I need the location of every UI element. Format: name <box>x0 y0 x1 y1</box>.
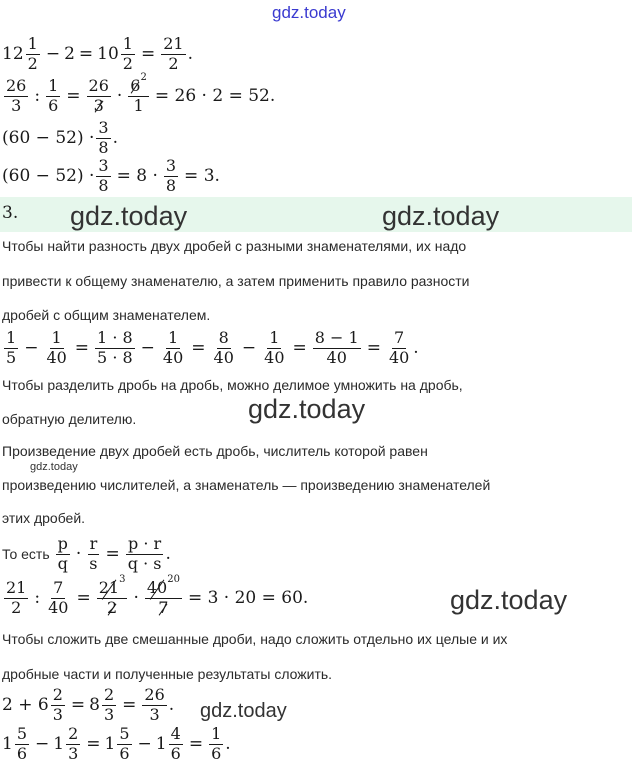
eq5-f2-num: 1 <box>51 328 62 347</box>
eq9-f5-num: 1 <box>211 724 222 743</box>
eq9-whole1: 1 <box>2 733 13 754</box>
eq9-whole4: 1 <box>155 733 167 754</box>
eq7-f2-den: 40 <box>48 597 69 617</box>
eq1-end: . <box>187 43 193 64</box>
eq5-f8-den: 40 <box>388 347 410 367</box>
eq2-frac2-den: 6 <box>48 95 59 115</box>
equation-6 <box>2 536 171 573</box>
para3-line1: Произведение двух дробей есть дробь, числитель которой равен <box>2 443 428 459</box>
eq4-frac2-num: 3 <box>165 156 177 175</box>
eq8-f3-num: 26 <box>144 685 165 704</box>
eq5-frac7 <box>313 330 361 367</box>
eq6-f1-den: q <box>57 553 68 573</box>
eq8-end: . <box>168 694 175 715</box>
eq5-f5-den: 40 <box>213 347 234 367</box>
eq7-f4-den <box>156 599 170 617</box>
eq9-whole3: 1 <box>104 733 116 754</box>
equation-1 <box>2 36 193 73</box>
eq5-eq-2: = <box>191 337 206 358</box>
watermark-right-lower: gdz.today <box>450 585 568 615</box>
eq1-frac3 <box>161 36 185 73</box>
equation-9 <box>2 726 231 763</box>
watermark-mid: gdz.today <box>248 394 366 424</box>
eq9-frac1 <box>15 726 29 763</box>
eq8-lhs: 2 + 6 <box>2 694 49 715</box>
eq5-minus-2: − <box>140 337 155 358</box>
eq6-f1-num: p <box>57 534 68 553</box>
eq7-frac1 <box>4 580 28 617</box>
eq4-frac1-num: 3 <box>98 156 109 175</box>
eq6-f3-den: q · s <box>127 553 162 573</box>
eq5-f3-num: 1 · 8 <box>97 328 133 347</box>
eq1-frac2 <box>121 36 135 73</box>
eq7-equals: = <box>76 587 91 608</box>
eq8-f2-num: 2 <box>103 685 115 704</box>
eq1-whole1: 12 <box>2 43 24 64</box>
eq7-f2-num: 7 <box>53 578 64 598</box>
eq2-frac4-den: 1 <box>133 96 144 116</box>
eq1-minus: − <box>45 43 61 64</box>
eq2-frac3-den-cancelled: 3 <box>93 95 104 115</box>
para3-line2: произведению числителей, а знаменатель — произведению знаменателей <box>2 477 491 493</box>
eq8-equals-2: = <box>122 694 137 715</box>
eq5-f1-den: 5 <box>6 347 17 367</box>
eq7-f1-num: 21 <box>6 578 27 598</box>
eq3-frac-num: 3 <box>98 118 109 137</box>
eq5-eq-3: = <box>292 337 307 358</box>
eq5-minus-3: − <box>241 337 257 358</box>
eq8-whole2: 8 <box>89 694 100 715</box>
eq8-frac1 <box>51 687 65 724</box>
para1-line1: Чтобы найти разность двух дробей с разными знаменателями, их надо <box>2 238 467 254</box>
eq5-f4-den: 40 <box>162 347 184 367</box>
eq7-f4-num <box>145 574 182 599</box>
watermark-band-right: gdz.today <box>382 201 500 231</box>
eq1-frac1-den: 2 <box>27 53 38 73</box>
equation-8 <box>2 687 174 724</box>
eq5-frac6 <box>262 330 286 367</box>
eq1-equals-2: = <box>140 43 156 64</box>
eq4-frac2-den: 8 <box>165 175 177 195</box>
eq6-frac1 <box>56 536 70 573</box>
eq7-dot: · <box>133 587 139 608</box>
eq5-f5-num: 8 <box>218 328 229 347</box>
eq5-eq-4: = <box>366 337 381 358</box>
eq6-f2-den: s <box>89 553 98 573</box>
eq2-frac3 <box>87 78 111 115</box>
watermark-bottom: gdz.today <box>200 700 287 722</box>
eq2-frac1-den: 3 <box>11 95 22 115</box>
eq9-minus-2: − <box>137 733 152 754</box>
eq8-f2-den: 3 <box>103 704 115 724</box>
eq5-f1-num: 1 <box>6 328 17 347</box>
para2-line1: Чтобы разделить дробь на дробь, можно делимое умножить на дробь, <box>2 377 463 393</box>
eq1-two: 2 <box>64 43 75 64</box>
eq5-f2-den: 40 <box>46 347 67 367</box>
eq5-end: . <box>413 337 419 358</box>
eq5-frac5 <box>212 330 236 367</box>
watermark-top: gdz.today <box>272 3 346 22</box>
eq2-frac3-den <box>92 97 106 115</box>
eq9-f4-den: 6 <box>170 743 181 763</box>
eq8-f1-den: 3 <box>52 704 63 724</box>
eq8-f1-num: 2 <box>52 685 63 704</box>
eq1-frac2-num: 1 <box>122 34 133 53</box>
eq9-frac5 <box>209 726 223 763</box>
eq6-f2-num: r <box>89 534 98 553</box>
eq7-tail: = 3 · 20 = 60. <box>187 587 309 608</box>
eq7-frac4 <box>145 574 182 618</box>
eq8-f3-den: 3 <box>149 704 160 724</box>
eq7-f4-num-cancelled: 40 <box>146 578 168 598</box>
eq7-f3-den-cancelled: 2 <box>106 598 118 618</box>
eq2-tail: = 26 · 2 = 52. <box>154 85 276 106</box>
eq9-f3-num: 5 <box>119 724 130 743</box>
eq2-equals: = <box>66 85 81 106</box>
section-number: 3. <box>2 203 19 223</box>
eq2-colon: : <box>34 85 41 106</box>
watermark-small: gdz.today <box>30 461 78 473</box>
eq9-f1-num: 5 <box>16 724 28 743</box>
eq5-f6-den: 40 <box>264 347 285 367</box>
eq9-frac4 <box>169 726 183 763</box>
eq9-frac2 <box>66 726 80 763</box>
eq9-f1-den: 6 <box>16 743 28 763</box>
para1-line2: привести к общему знаменателю, а затем применить правило разности <box>2 273 470 289</box>
eq2-frac4 <box>128 72 149 116</box>
eq4-frac2 <box>164 158 178 195</box>
eq5-frac2 <box>44 330 68 367</box>
eq9-f2-den: 3 <box>68 743 79 763</box>
eq1-whole2: 10 <box>97 43 119 64</box>
equation-5 <box>2 330 419 367</box>
equation-3 <box>2 120 118 157</box>
eq3-frac <box>96 120 110 157</box>
eq7-f3-num-cancelled: 21 <box>98 578 120 598</box>
eq6-end: . <box>165 543 171 564</box>
eq6-equals: = <box>105 543 120 564</box>
eq4-lhs: (60 − 52) · <box>2 165 95 186</box>
eq9-f4-num: 4 <box>170 724 181 743</box>
eq5-frac4 <box>161 330 185 367</box>
eq5-f8-num: 7 <box>394 328 405 347</box>
eq4-frac1 <box>96 158 110 195</box>
eq6-frac3 <box>126 536 164 573</box>
eq6-dot: · <box>75 543 82 564</box>
eq5-eq-1: = <box>74 337 90 358</box>
eq8-frac2 <box>102 687 116 724</box>
eq2-frac1-num: 26 <box>6 76 27 96</box>
watermark-band-left: gdz.today <box>70 201 188 231</box>
eq2-frac2-num: 1 <box>48 76 59 96</box>
eq8-equals-1: = <box>70 694 86 715</box>
eq5-f3-den: 5 · 8 <box>97 347 133 367</box>
eq1-frac3-num: 21 <box>163 34 184 53</box>
para4-line2: дробные части и полученные результаты сложить. <box>2 666 333 682</box>
eq2-frac4-num-reduced: 2 <box>140 72 147 83</box>
eq5-f7-num: 8 − 1 <box>314 328 359 347</box>
equation-7 <box>2 574 309 618</box>
eq7-f3-num-reduced: 3 <box>119 574 126 585</box>
eq9-frac3 <box>117 726 131 763</box>
eq3-lhs: (60 − 52) · <box>2 127 95 148</box>
para1-line3: дробей с общим знаменателем. <box>2 307 211 323</box>
eq4-tail: = 3. <box>184 165 220 186</box>
eq1-frac2-den: 2 <box>122 53 133 73</box>
eq9-minus-1: − <box>35 733 50 754</box>
eq9-whole2: 1 <box>53 733 65 754</box>
eq8-frac3 <box>142 687 166 724</box>
eq2-frac1 <box>4 78 28 115</box>
eq5-minus-1: − <box>24 337 39 358</box>
eq7-f4-den-cancelled: 7 <box>158 598 169 618</box>
para3-line3: этих дробей. <box>2 510 86 526</box>
para4-line1: Чтобы сложить две смешанные дроби, надо сложить отдельно их целые и их <box>2 631 508 647</box>
eq5-frac3 <box>95 330 135 367</box>
eq9-f2-num: 2 <box>68 724 79 743</box>
eq1-frac1-num: 1 <box>27 34 38 53</box>
eq5-f4-num: 1 <box>168 328 179 347</box>
eq5-frac1 <box>4 330 18 367</box>
eq7-f4-num-reduced: 20 <box>167 574 180 585</box>
eq2-frac4-num <box>128 72 149 97</box>
equation-4 <box>2 158 220 195</box>
eq9-equals-2: = <box>188 733 204 754</box>
eq5-f6-num: 1 <box>269 328 280 347</box>
eq6-frac2 <box>87 536 99 573</box>
eq6-f3-num: p · r <box>128 534 162 553</box>
eq6-prefix: То есть <box>2 546 50 563</box>
eq4-frac1-den: 8 <box>98 175 109 195</box>
para2-line2: обратную делителю. <box>2 411 137 427</box>
eq5-frac8 <box>387 330 411 367</box>
eq2-dot: · <box>116 85 123 106</box>
eq9-f3-den: 6 <box>119 743 130 763</box>
eq4-mid: = 8 · <box>116 165 158 186</box>
equation-2 <box>2 72 276 116</box>
eq2-frac3-num: 26 <box>88 76 109 96</box>
eq7-frac2 <box>46 580 70 617</box>
eq3-frac-den: 8 <box>98 137 109 157</box>
eq5-f7-den: 40 <box>326 347 347 367</box>
eq7-f3-den <box>105 599 119 617</box>
eq7-colon: : <box>34 587 41 608</box>
eq9-equals-1: = <box>86 733 101 754</box>
eq1-equals: = <box>78 43 94 64</box>
eq9-end: . <box>225 733 231 754</box>
eq1-frac3-den: 2 <box>168 53 179 73</box>
eq7-f3-num <box>97 574 128 599</box>
eq3-end: . <box>112 127 118 148</box>
eq7-frac3 <box>97 574 128 618</box>
eq1-frac1 <box>26 36 40 73</box>
eq9-f5-den: 6 <box>211 743 222 763</box>
eq7-f1-den: 2 <box>11 597 22 617</box>
eq2-frac4-num-cancelled: 6 <box>130 76 141 96</box>
eq2-frac2 <box>46 78 60 115</box>
